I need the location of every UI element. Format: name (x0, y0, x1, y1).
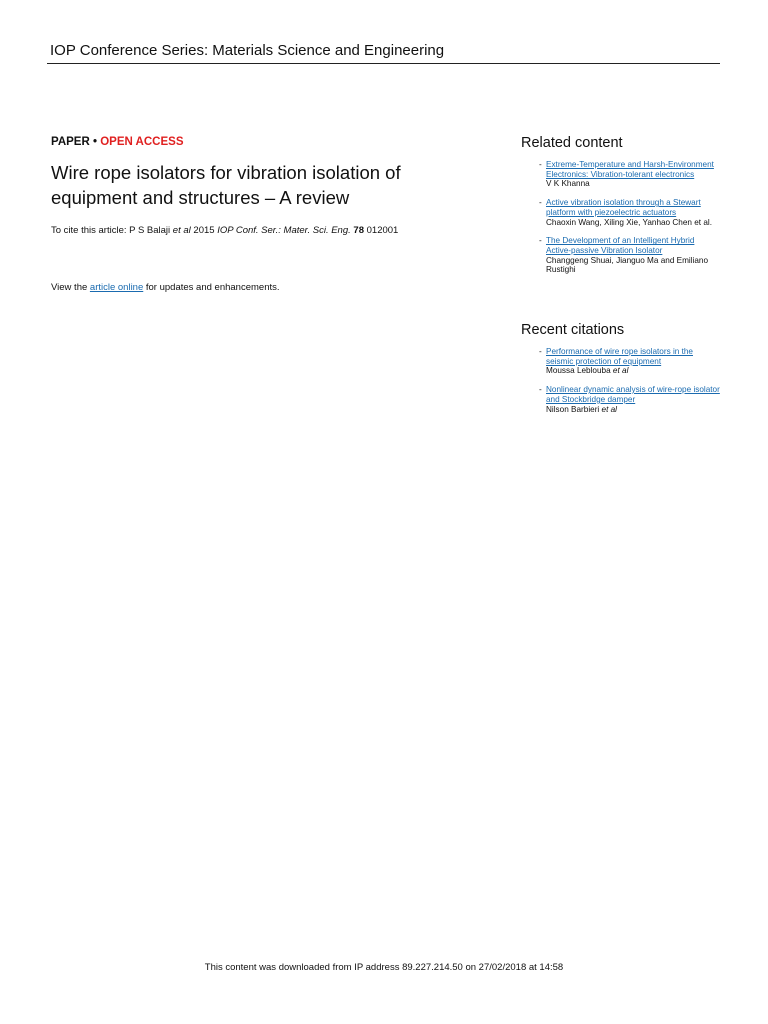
article-online-link[interactable]: article online (89, 282, 144, 293)
citation-article-number: 012001 (363, 225, 399, 236)
related-content-list (521, 160, 726, 275)
view-online-suffix: for updates and enhancements. (143, 282, 280, 293)
view-online-line (51, 282, 280, 293)
header-rule (47, 63, 720, 64)
citation-item-etal: et al (612, 366, 629, 376)
related-item-link[interactable]: Active vibration isolation through a Stewart platform with piezoelectric actuators (546, 198, 701, 217)
citation-item: - Nonlinear dynamic analysis of wire-rope isolator and Stockbridge damper Nilson Barbieri et al (539, 385, 720, 414)
kicker-separator: • (89, 136, 101, 148)
related-item-authors: V K Khanna (546, 179, 590, 189)
citation-journal: IOP Conf. Ser.: Mater. Sci. Eng. (217, 225, 351, 236)
related-item: - The Development of an Intelligent Hybrid Active-passive Vibration Isolator Changgeng Shuai, Jianguo Ma and Emiliano Rustighi (539, 236, 709, 275)
related-item-authors: Chaoxin Wang, Xiling Xie, Yanhao Chen et al. (546, 217, 712, 227)
citation-volume: 78 (353, 225, 364, 236)
article-title: Wire rope isolators for vibration isolation of equipment and structures – A review (51, 162, 401, 208)
citation-item-etal: et al (601, 404, 617, 414)
open-access-label: OPEN ACCESS (100, 136, 184, 148)
citation-etal: et al (172, 225, 191, 236)
citation-item-link[interactable]: Nonlinear dynamic analysis of wire-rope isolator and Stockbridge damper (546, 385, 720, 404)
citation-line (51, 225, 398, 236)
journal-series-title: IOP Conference Series: Materials Science and Engineering (50, 42, 445, 59)
citation-item-link[interactable]: Performance of wire rope isolators in the seismic protection of equipment (546, 347, 693, 366)
citation-item: - Performance of wire rope isolators in the seismic protection of equipment Moussa Leblouba et al (539, 347, 693, 376)
related-item-authors: Changgeng Shuai, Jianguo Ma and Emiliano Rustighi (546, 255, 709, 275)
recent-citations-panel (521, 322, 726, 423)
download-footer: This content was downloaded from IP address 89.227.214.50 on 27/02/2018 at 14:58 (204, 962, 564, 973)
paper-label: PAPER (51, 136, 90, 148)
citation-prefix: To cite this article: P S Balaji (51, 225, 173, 236)
paper-kicker (51, 136, 184, 148)
related-item: - Active vibration isolation through a Stewart platform with piezoelectric actuators Chaoxin Wang, Xiling Xie, Yanhao Chen et al. (539, 198, 712, 227)
recent-citations-list (521, 347, 726, 414)
related-content-panel (521, 135, 726, 284)
view-online-prefix: View the (51, 282, 90, 293)
recent-citations-heading: Recent citations (521, 322, 625, 338)
citation-year: 2015 (190, 225, 218, 236)
related-item: - Extreme-Temperature and Harsh-Environment Electronics: Vibration-tolerant electronics V K Khanna (539, 160, 714, 189)
citation-item-authors: Moussa Leblouba (546, 366, 613, 376)
related-item-link[interactable]: Extreme-Temperature and Harsh-Environment Electronics: Vibration-tolerant electronics (546, 160, 714, 179)
citation-item-authors: Nilson Barbieri (546, 404, 602, 414)
related-item-link[interactable]: The Development of an Intelligent Hybrid Active-passive Vibration Isolator (546, 236, 695, 255)
related-content-heading: Related content (521, 135, 623, 151)
